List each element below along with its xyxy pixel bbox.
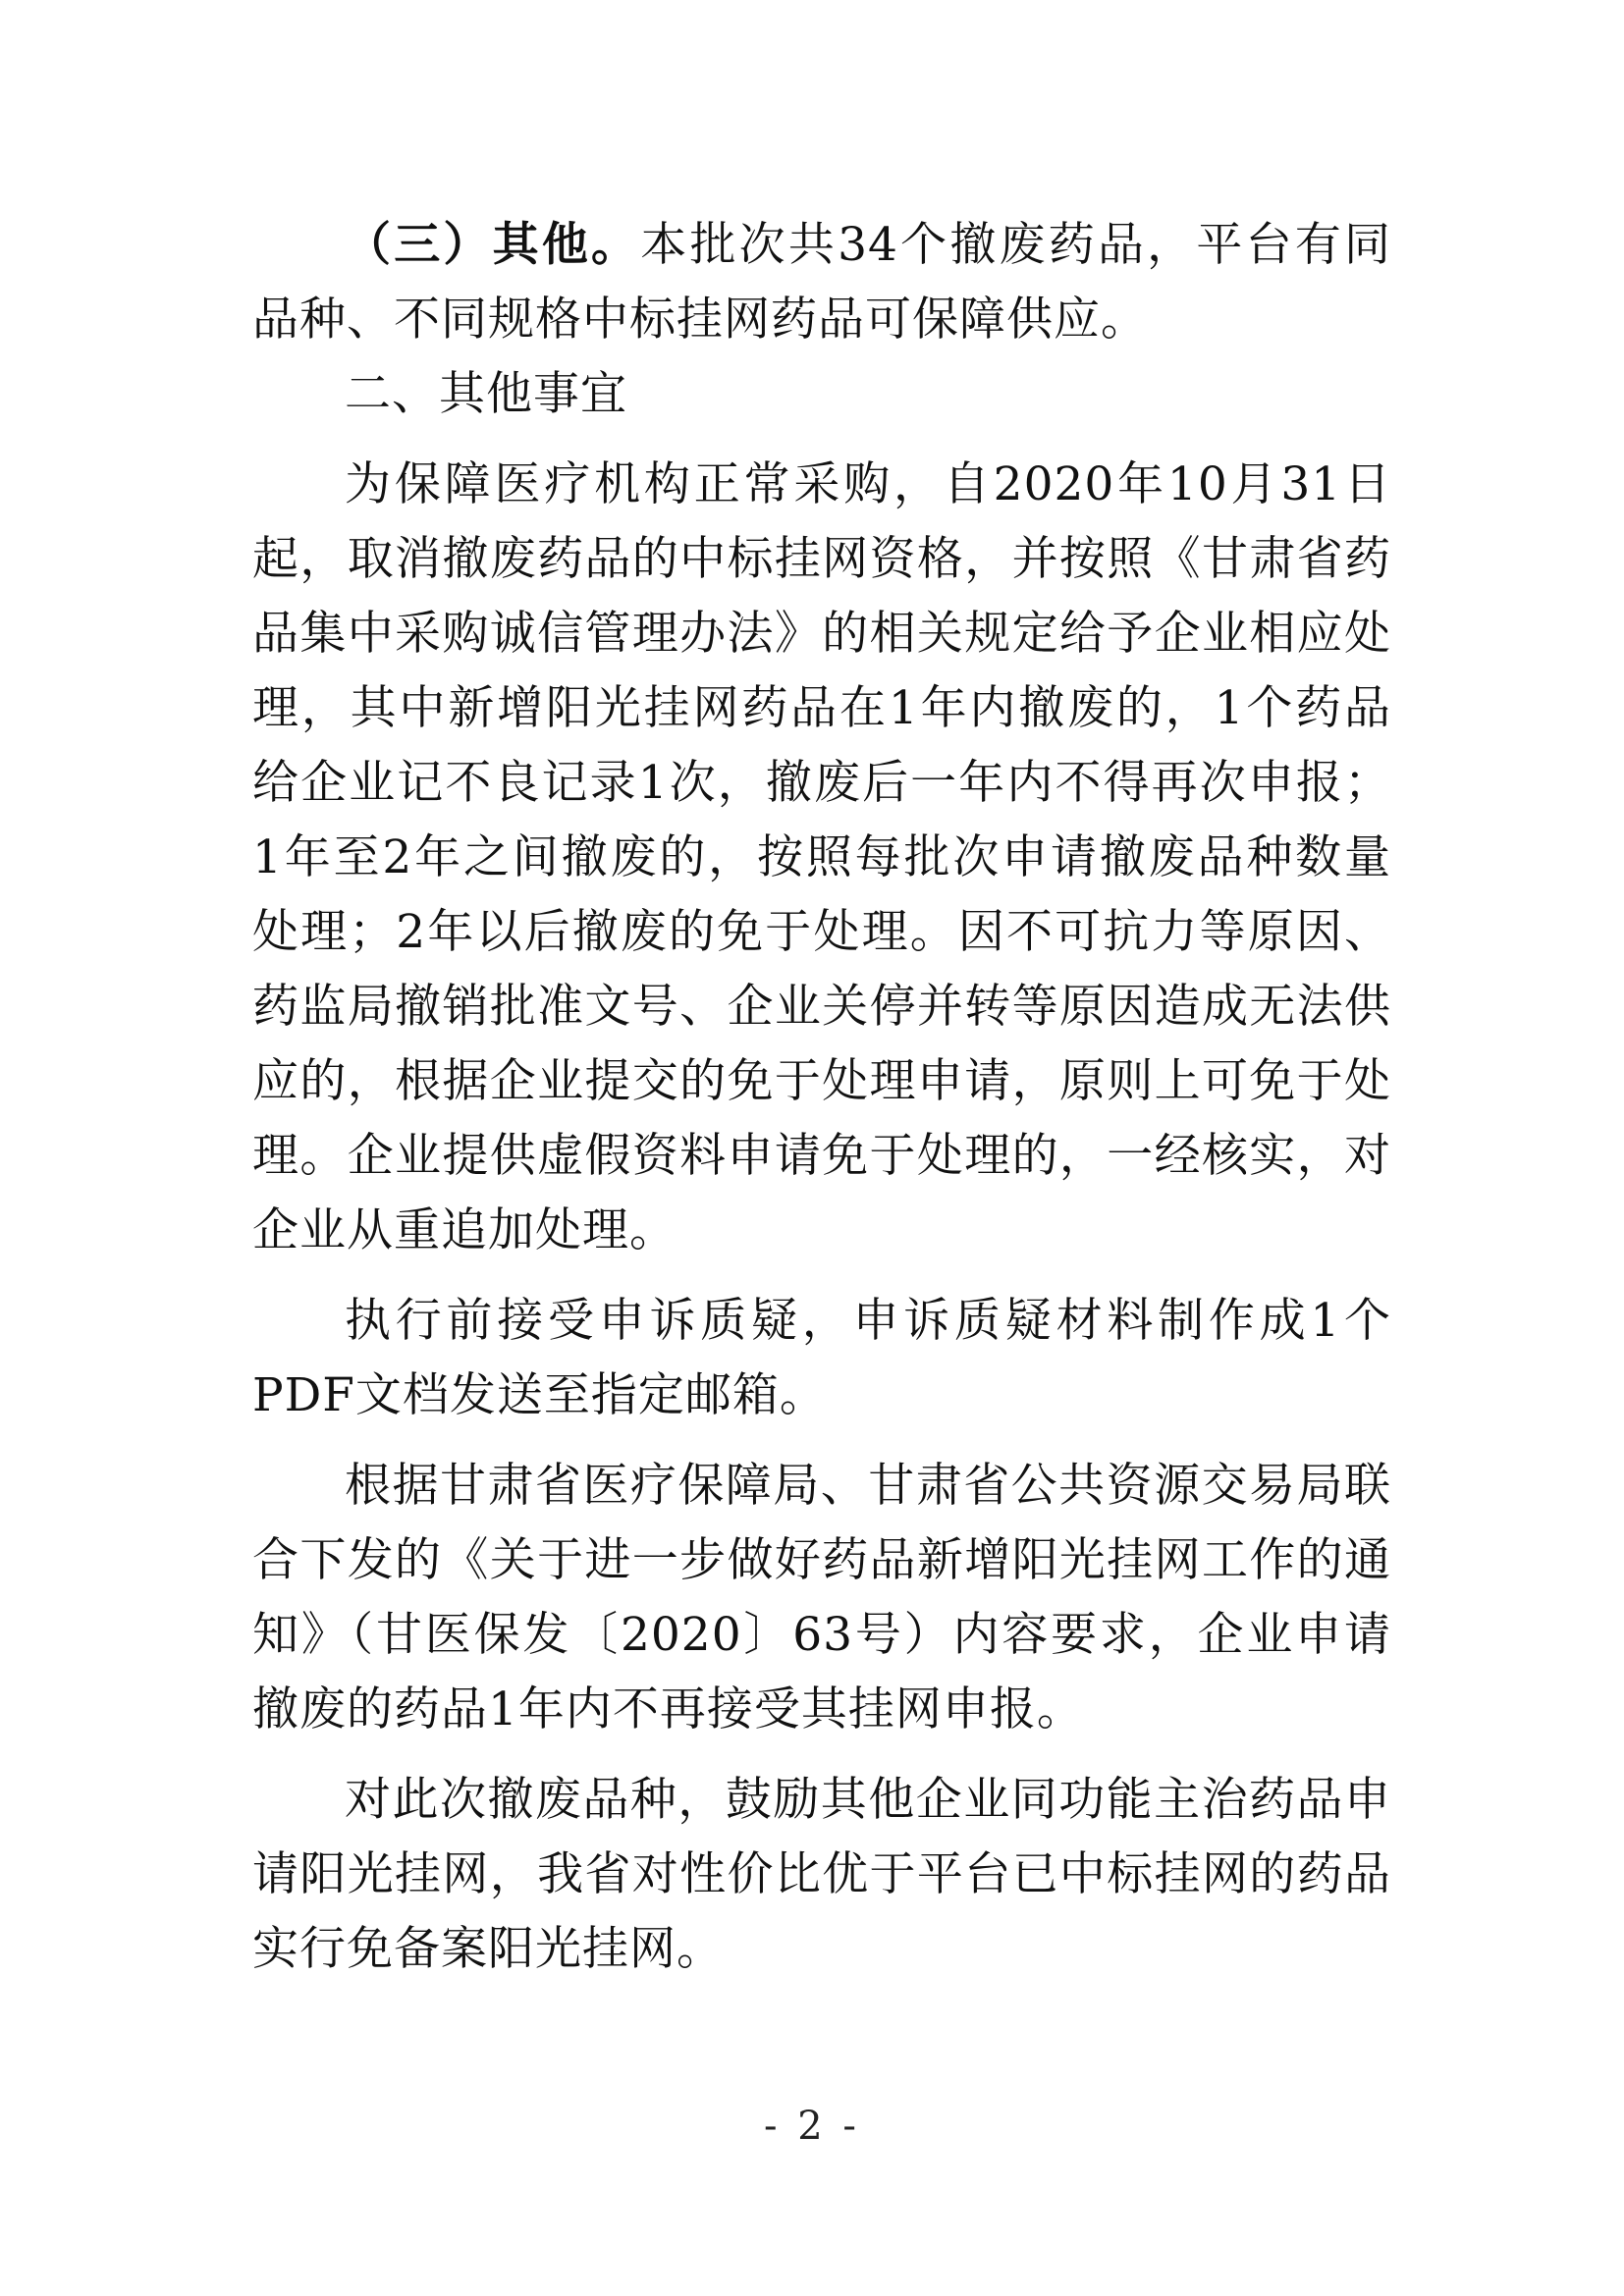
section-3-text: 本批次共34个撤废药品，平台有同品种、不同规格中标挂网药品可保障供应。 <box>252 218 1392 347</box>
paragraph-2: 执行前接受申诉质疑，申诉质疑材料制作成1个PDF文档发送至指定邮箱。 <box>252 1294 1391 1422</box>
page-number: - 2 - <box>764 2104 860 2149</box>
section-title: 二、其他事宜 <box>345 367 627 421</box>
document-body <box>252 208 1391 1987</box>
paragraph-4: 对此次撤废品种，鼓励其他企业同功能主治药品申请阳光挂网，我省对性价比优于平台已中标挂网的药品实行免备案阳光挂网。 <box>252 1773 1391 1976</box>
section-3-heading: （三）其他。 <box>345 218 641 272</box>
section-3-paragraph <box>252 208 1391 357</box>
paragraph-3: 根据甘肃省医疗保障局、甘肃省公共资源交易局联合下发的《关于进一步做好药品新增阳光挂网工作的通知》（甘医保发〔2020〕63号）内容要求，企业申请撤废的药品1年内不再接受其挂网申报。 <box>252 1459 1391 1736</box>
paragraph-1: 为保障医疗机构正常采购，自2020年10月31日起，取消撤废药品的中标挂网资格，并按照《甘肃省药品集中采购诚信管理办法》的相关规定给予企业相应处理，其中新增阳光挂网药品在1年内撤废的，1个药品给企业记不良记录1次，撤废后一年内不得再次申报；1年至2年之间撤废的，按照每批次申请撤废品种数量处理；2年以后撤废的免于处理。因不可抗力等原因、药监局撤销批准文号、企业关停并转等原因造成无法供应的，根据企业提交的免于处理申请，原则上可免于处理。企业提供虚假资料申请免于处理的，一经核实，对企业从重追加处理。 <box>252 457 1391 1257</box>
